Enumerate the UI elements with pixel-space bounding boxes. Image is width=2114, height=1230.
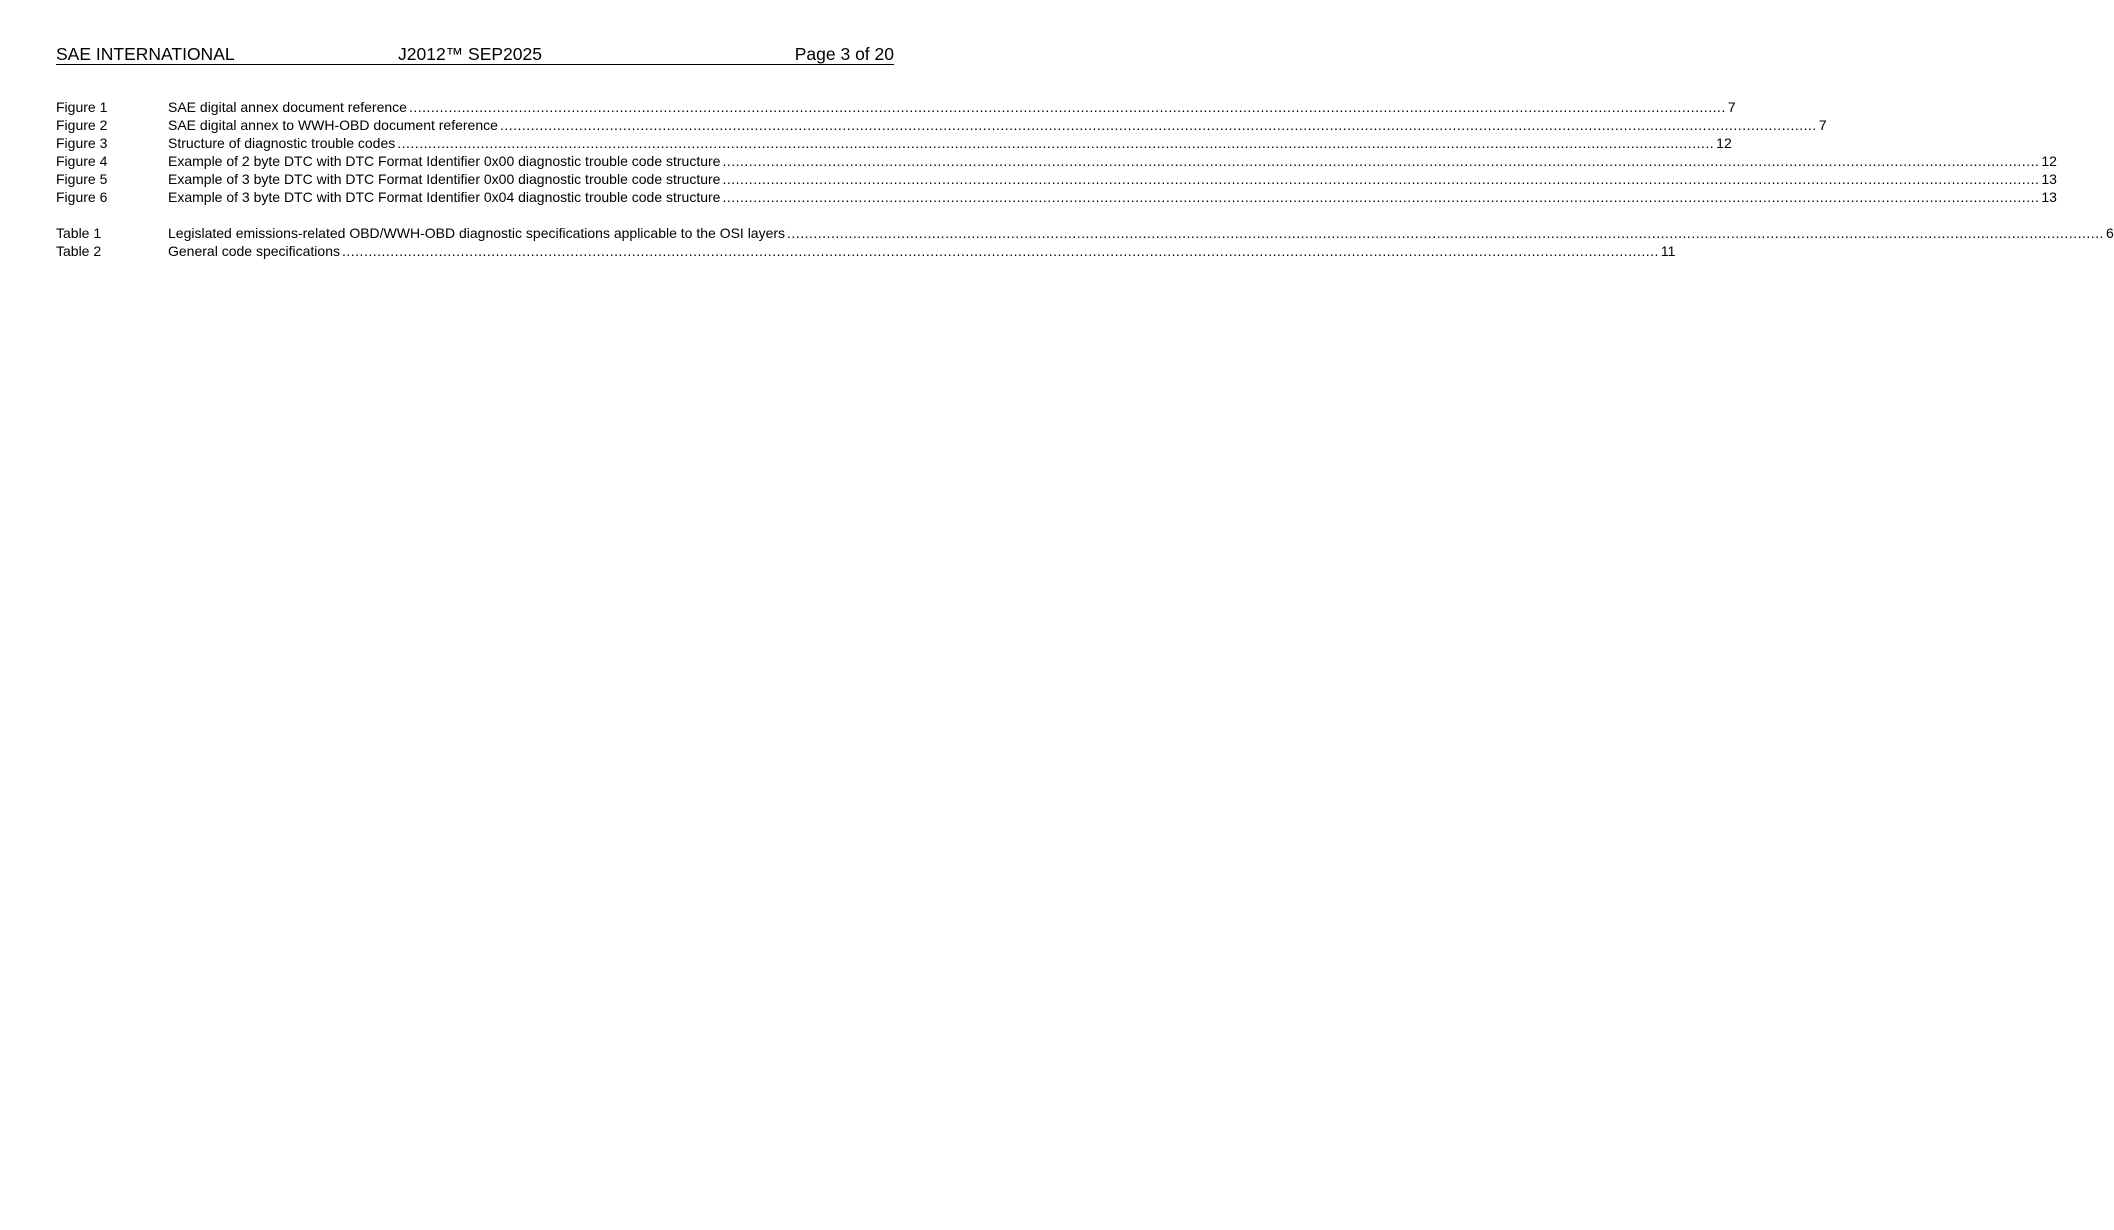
toc-entry-label: Figure 1 [56,99,108,115]
toc-entry[interactable] [56,224,2114,242]
toc-entry-page: 7 [1727,99,1736,115]
toc-entry-page: 7 [1818,117,1827,133]
toc-entry[interactable] [56,152,2057,170]
toc-entry[interactable] [56,116,1827,134]
toc-leader-dots: ............................................................................................................................................................................................................................................................................................................ [397,135,1715,151]
toc-entry-title: General code specifications [168,243,340,259]
list-of-figures [56,98,2057,206]
toc-entry-label: Figure 3 [56,135,108,151]
header-organization: SAE INTERNATIONAL [56,44,235,64]
toc-entry-title: Structure of diagnostic trouble codes [168,135,396,151]
toc-entry-title: SAE digital annex to WWH-OBD document reference [168,117,498,133]
toc-entry-title: Example of 3 byte DTC with DTC Format Identifier 0x04 diagnostic trouble code structure [168,189,721,205]
toc-entry[interactable] [56,134,1732,152]
toc-entry-label: Table 1 [56,225,102,241]
toc-entry-label: Figure 6 [56,189,108,205]
toc-entry[interactable] [56,98,1736,116]
toc-entry-label: Figure 2 [56,117,108,133]
toc-leader-dots: ............................................................................................................................................................................................................................................................................................................ [408,99,1726,115]
toc-leader-dots: ............................................................................................................................................................................................................................................................................................................ [342,243,1659,259]
list-of-tables [56,224,2114,260]
toc-entry-label: Figure 4 [56,153,108,169]
toc-leader-dots: ............................................................................................................................................................................................................................................................................................................ [722,171,2040,187]
toc-leader-dots: ............................................................................................................................................................................................................................................................................................................ [722,153,2040,169]
toc-entry-page: 13 [2041,171,2057,187]
toc-entry-title: Example of 2 byte DTC with DTC Format Identifier 0x00 diagnostic trouble code structure [168,153,721,169]
toc-entry-page: 12 [2041,153,2057,169]
toc-entry-page: 11 [1660,243,1676,259]
toc-entry-label: Table 2 [56,243,102,259]
toc-entry[interactable] [56,242,1676,260]
toc-entry-page: 12 [1716,135,1732,151]
toc-entry-title: Legislated emissions-related OBD/WWH-OBD diagnostic specifications applicable to the OSI layers [168,225,786,241]
toc-entry-label: Figure 5 [56,171,108,187]
header-page-number: Page 3 of 20 [794,44,894,64]
toc-leader-dots: ............................................................................................................................................................................................................................................................................................................ [722,189,2040,205]
header-document-id: J2012™ SEP2025 [398,44,542,64]
toc-leader-dots: ............................................................................................................................................................................................................................................................................................................ [499,117,1817,133]
toc-entry[interactable] [56,170,2057,188]
toc-entry-page: 6 [2105,225,2114,241]
toc-entry-title: SAE digital annex document reference [168,99,407,115]
toc-leader-dots: ............................................................................................................................................................................................................................................................................................................ [787,225,2104,241]
toc-entry-title: Example of 3 byte DTC with DTC Format Identifier 0x00 diagnostic trouble code structure [168,171,721,187]
page-header [56,44,894,65]
toc-entry[interactable] [56,188,2057,206]
toc-entry-page: 13 [2041,189,2057,205]
